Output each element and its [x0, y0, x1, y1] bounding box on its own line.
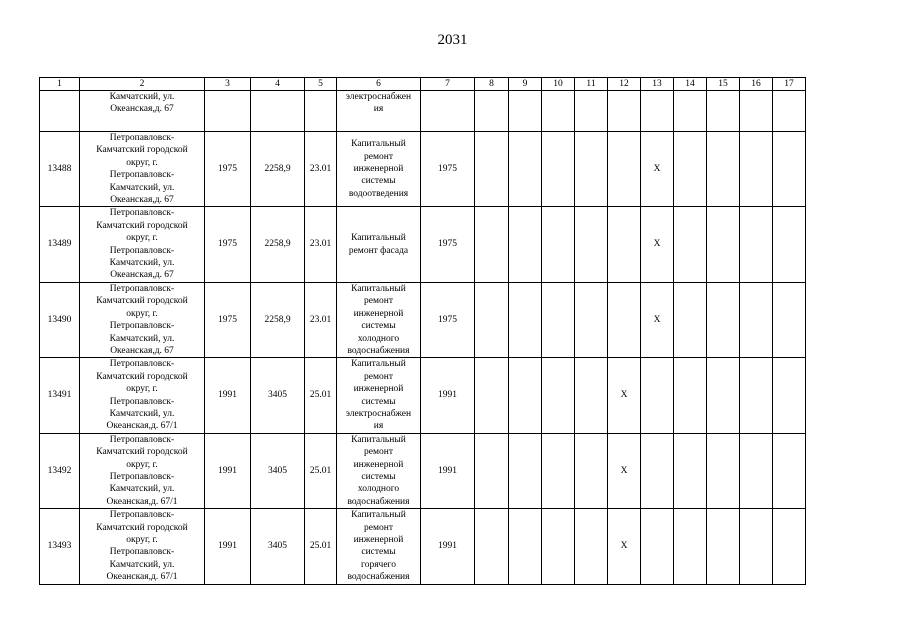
column-header: 13 — [641, 78, 674, 91]
column-header: 14 — [674, 78, 707, 91]
cell-code: 25.01 — [305, 358, 337, 433]
cell-work: Капитальный ремонт инженерной системы холодного водоснабжения — [337, 433, 421, 508]
cell-year: 1975 — [205, 132, 251, 207]
cell-year2: 1991 — [421, 509, 475, 584]
cell-empty — [542, 207, 575, 282]
cell-empty — [674, 433, 707, 508]
cell-empty — [575, 509, 608, 584]
cell-empty — [475, 433, 509, 508]
cell-empty — [575, 433, 608, 508]
cell-work: Капитальный ремонт фасада — [337, 207, 421, 282]
cell-empty — [740, 358, 773, 433]
cell-empty — [707, 433, 740, 508]
cell-address: Петропавловск- Камчатский городской округ, г. Петропавловск- Камчатский, ул. Океанская,д. 67/1 — [80, 358, 205, 433]
cell-empty — [542, 433, 575, 508]
cell-empty — [740, 282, 773, 357]
cell-mark-12: X — [608, 433, 641, 508]
cell-empty — [575, 91, 608, 132]
column-header: 6 — [337, 78, 421, 91]
cell-work: Капитальный ремонт инженерной системы горячего водоснабжения — [337, 509, 421, 584]
cell-year2: 1991 — [421, 358, 475, 433]
cell-id — [40, 91, 80, 132]
cell-area: 2258,9 — [251, 207, 305, 282]
column-header: 9 — [509, 78, 542, 91]
cell-area: 2258,9 — [251, 282, 305, 357]
cell-empty — [773, 282, 806, 357]
cell-empty — [707, 132, 740, 207]
cell-address: Петропавловск- Камчатский городской округ, г. Петропавловск- Камчатский, ул. Океанская,д. 67 — [80, 282, 205, 357]
cell-mark-12: X — [608, 358, 641, 433]
cell-year2 — [421, 91, 475, 132]
cell-empty — [674, 207, 707, 282]
cell-empty — [773, 358, 806, 433]
cell-empty — [707, 358, 740, 433]
cell-area: 2258,9 — [251, 132, 305, 207]
cell-code: 23.01 — [305, 282, 337, 357]
table-row — [40, 132, 806, 207]
cell-id: 13488 — [40, 132, 80, 207]
column-header: 5 — [305, 78, 337, 91]
cell-empty — [542, 509, 575, 584]
cell-empty — [475, 91, 509, 132]
cell-empty — [707, 91, 740, 132]
cell-id: 13491 — [40, 358, 80, 433]
cell-empty — [674, 509, 707, 584]
cell-address: Петропавловск- Камчатский городской округ, г. Петропавловск- Камчатский, ул. Океанская,д. 67/1 — [80, 509, 205, 584]
cell-code: 25.01 — [305, 433, 337, 508]
cell-mark-13 — [641, 433, 674, 508]
cell-empty — [740, 132, 773, 207]
cell-empty — [773, 132, 806, 207]
cell-empty — [707, 509, 740, 584]
cell-empty — [674, 282, 707, 357]
cell-empty — [773, 433, 806, 508]
cell-id: 13492 — [40, 433, 80, 508]
cell-empty — [542, 358, 575, 433]
cell-area: 3405 — [251, 358, 305, 433]
column-header: 3 — [205, 78, 251, 91]
cell-empty — [740, 207, 773, 282]
cell-year — [205, 91, 251, 132]
cell-year2: 1975 — [421, 282, 475, 357]
cell-empty — [475, 207, 509, 282]
cell-address: Петропавловск- Камчатский городской округ, г. Петропавловск- Камчатский, ул. Океанская,д. 67 — [80, 132, 205, 207]
cell-year2: 1991 — [421, 433, 475, 508]
cell-work: электроснабжен ия — [337, 91, 421, 132]
column-header: 8 — [475, 78, 509, 91]
cell-empty — [542, 282, 575, 357]
cell-address: Петропавловск- Камчатский городской округ, г. Петропавловск- Камчатский, ул. Океанская,д. 67 — [80, 207, 205, 282]
cell-empty — [674, 132, 707, 207]
cell-empty — [773, 207, 806, 282]
cell-mark-13: X — [641, 282, 674, 357]
cell-empty — [475, 282, 509, 357]
table-row — [40, 433, 806, 508]
cell-id: 13489 — [40, 207, 80, 282]
column-header: 17 — [773, 78, 806, 91]
cell-mark-12 — [608, 207, 641, 282]
cell-work: Капитальный ремонт инженерной системы водоотведения — [337, 132, 421, 207]
column-header: 15 — [707, 78, 740, 91]
column-header: 12 — [608, 78, 641, 91]
cell-empty — [740, 91, 773, 132]
cell-year: 1991 — [205, 358, 251, 433]
cell-empty — [475, 509, 509, 584]
cell-code — [305, 91, 337, 132]
cell-code: 23.01 — [305, 132, 337, 207]
cell-id: 13490 — [40, 282, 80, 357]
cell-empty — [509, 132, 542, 207]
register-table — [39, 77, 806, 585]
cell-year: 1975 — [205, 282, 251, 357]
cell-address: Петропавловск- Камчатский городской округ, г. Петропавловск- Камчатский, ул. Океанская,д. 67/1 — [80, 433, 205, 508]
cell-area: 3405 — [251, 433, 305, 508]
cell-empty — [773, 509, 806, 584]
page-number: 2031 — [437, 32, 468, 48]
cell-year2: 1975 — [421, 132, 475, 207]
cell-mark-12 — [608, 282, 641, 357]
cell-empty — [575, 282, 608, 357]
column-header: 11 — [575, 78, 608, 91]
cell-code: 25.01 — [305, 509, 337, 584]
cell-mark-13: X — [641, 207, 674, 282]
cell-empty — [509, 282, 542, 357]
column-header: 2 — [80, 78, 205, 91]
cell-address: Камчатский, ул. Океанская,д. 67 — [80, 91, 205, 132]
cell-work: Капитальный ремонт инженерной системы холодного водоснабжения — [337, 282, 421, 357]
cell-empty — [509, 509, 542, 584]
cell-year: 1991 — [205, 433, 251, 508]
table-row — [40, 358, 806, 433]
cell-work: Капитальный ремонт инженерной системы электроснабжен ия — [337, 358, 421, 433]
cell-mark-13: X — [641, 132, 674, 207]
header-row — [40, 78, 806, 91]
cell-empty — [674, 358, 707, 433]
column-header: 1 — [40, 78, 80, 91]
cell-empty — [542, 91, 575, 132]
cell-mark-13 — [641, 509, 674, 584]
cell-empty — [575, 132, 608, 207]
cell-empty — [475, 358, 509, 433]
table-row — [40, 509, 806, 584]
cell-empty — [740, 509, 773, 584]
cell-empty — [773, 91, 806, 132]
table-row — [40, 282, 806, 357]
cell-year2: 1975 — [421, 207, 475, 282]
column-header: 7 — [421, 78, 475, 91]
cell-empty — [575, 358, 608, 433]
cell-year: 1991 — [205, 509, 251, 584]
column-header: 4 — [251, 78, 305, 91]
cell-area: 3405 — [251, 509, 305, 584]
cell-empty — [509, 433, 542, 508]
cell-area — [251, 91, 305, 132]
cell-mark-12 — [608, 91, 641, 132]
cell-empty — [475, 132, 509, 207]
column-header: 10 — [542, 78, 575, 91]
cell-mark-13 — [641, 358, 674, 433]
cell-code: 23.01 — [305, 207, 337, 282]
cell-id: 13493 — [40, 509, 80, 584]
table-row — [40, 207, 806, 282]
cell-empty — [707, 282, 740, 357]
cell-empty — [575, 207, 608, 282]
cell-empty — [674, 91, 707, 132]
column-header: 16 — [740, 78, 773, 91]
continuation-row — [40, 91, 806, 132]
cell-mark-12: X — [608, 509, 641, 584]
cell-mark-12 — [608, 132, 641, 207]
cell-year: 1975 — [205, 207, 251, 282]
cell-empty — [740, 433, 773, 508]
cell-empty — [509, 358, 542, 433]
cell-empty — [509, 207, 542, 282]
cell-mark-13 — [641, 91, 674, 132]
cell-empty — [707, 207, 740, 282]
cell-empty — [542, 132, 575, 207]
cell-empty — [509, 91, 542, 132]
